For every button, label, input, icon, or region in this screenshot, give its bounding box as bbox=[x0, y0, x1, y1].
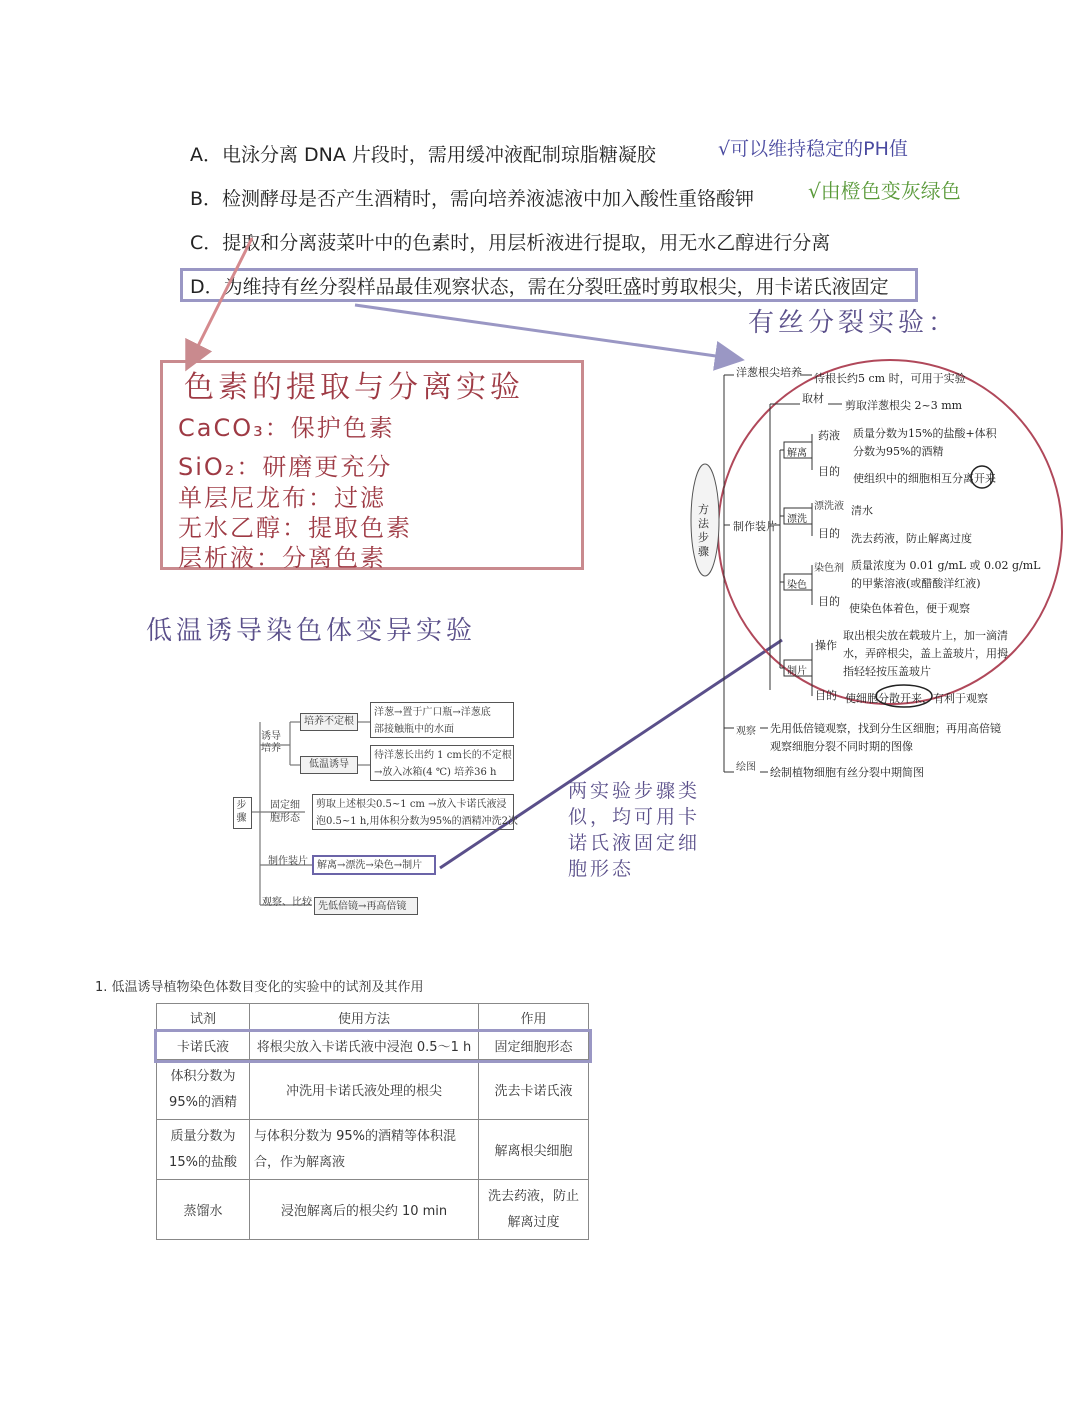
table-cell: 将根尖放入卡诺氏液中浸泡 0.5～1 h bbox=[250, 1032, 479, 1060]
pigment-line-5: 层析液：分离色素 bbox=[178, 544, 386, 572]
low-fix-desc-box bbox=[312, 794, 519, 830]
mitosis-dissoc-label: 解离 bbox=[787, 448, 807, 459]
table-row bbox=[157, 1120, 589, 1180]
mitosis-slide-purpose: 使细胞分散开来，有利于观察 bbox=[845, 692, 988, 705]
mitosis-draw-desc: 绘制植物细胞有丝分裂中期简图 bbox=[770, 766, 924, 779]
mitosis-observe-label: 观察 bbox=[736, 726, 756, 737]
low-low-desc-1: 待洋葱长出约 1 cm长的不定根 bbox=[374, 750, 512, 761]
mitosis-op-label: 操作 bbox=[815, 639, 837, 652]
table-header-row bbox=[157, 1004, 589, 1032]
table-caption: 1. 低温诱导植物染色体数目变化的实验中的试剂及其作用 bbox=[95, 980, 424, 995]
note-a: √可以维持稳定的PH值 bbox=[718, 138, 908, 160]
table-row bbox=[157, 1032, 589, 1060]
low-low-desc-2: →放入冰箱(4 ℃) 培养36 h bbox=[374, 767, 497, 778]
table-cell: 解离根尖细胞 bbox=[479, 1120, 589, 1180]
table-cell: 冲洗用卡诺氏液处理的根尖 bbox=[250, 1060, 479, 1120]
low-low-desc-box bbox=[370, 745, 514, 781]
mitosis-stain-purpose-label: 目的 bbox=[818, 595, 840, 608]
mitosis-observe-desc-2: 观察细胞分裂不同时期的图像 bbox=[770, 740, 913, 753]
table-cell: 质量分数为15%的盐酸 bbox=[157, 1120, 250, 1180]
mitosis-dissoc-purpose: 使组织中的细胞相互分离开来 bbox=[853, 472, 996, 485]
mitosis-rinse-purpose: 洗去药液，防止解离过度 bbox=[851, 532, 972, 545]
option-d: D．为维持有丝分裂样品最佳观察状态，需在分裂旺盛时剪取根尖，用卡诺氏液固定 bbox=[190, 276, 889, 298]
option-a: A．电泳分离 DNA 片段时，需用缓冲液配制琼脂糖凝胶 bbox=[190, 144, 656, 166]
option-c: C．提取和分离菠菜叶中的色素时，用层析液进行提取，用无水乙醇进行分离 bbox=[190, 232, 831, 254]
table-cell: 洗去卡诺氏液 bbox=[479, 1060, 589, 1120]
mitosis-drug-desc-1: 质量分数为15%的盐酸+体积 bbox=[853, 427, 997, 440]
low-culture-desc-box bbox=[370, 702, 514, 738]
low-root-label: 步骤 bbox=[236, 800, 247, 824]
table-cell: 洗去药液，防止解离过度 bbox=[479, 1180, 589, 1240]
mitosis-make-label: 制作装片 bbox=[733, 520, 777, 533]
low-fix-desc-1: 剪取上述根尖0.5~1 cm →放入卡诺氏液浸 bbox=[316, 799, 507, 810]
mitosis-slide-label: 制片 bbox=[787, 666, 807, 677]
table-cell: 固定细胞形态 bbox=[479, 1032, 589, 1060]
table-cell: 浸泡解离后的根尖约 10 min bbox=[250, 1180, 479, 1240]
annotation-line-2: 似，均可用卡 bbox=[568, 806, 701, 828]
pigment-line-4: 无水乙醇：提取色素 bbox=[178, 514, 412, 542]
pigment-title: 色素的提取与分离实验 bbox=[184, 370, 524, 405]
mitosis-rinse-label: 漂洗 bbox=[787, 514, 807, 525]
table-header: 使用方法 bbox=[250, 1004, 479, 1032]
mitosis-stain-label: 染色 bbox=[787, 580, 807, 591]
mitosis-culture-desc: 待根长约5 cm 时，可用于实验 bbox=[814, 372, 966, 385]
mitosis-title: 有丝分裂实验： bbox=[748, 308, 959, 338]
mitosis-rinse-purpose-label: 目的 bbox=[818, 527, 840, 540]
pigment-line-3: 单层尼龙布：过滤 bbox=[178, 484, 386, 512]
mitosis-op-desc-1: 取出根尖放在载玻片上，加一滴清 bbox=[843, 629, 1008, 642]
arrow-d-to-mitosis bbox=[355, 305, 730, 358]
table-row bbox=[157, 1060, 589, 1120]
low-make-desc-box bbox=[312, 855, 436, 875]
low-observe-desc-box bbox=[314, 897, 418, 915]
mitosis-rinse-liquid-label: 漂洗液 bbox=[814, 501, 844, 512]
pigment-line-1: CaCO₃：保护色素 bbox=[178, 414, 395, 442]
low-culture-desc-2: 部接触瓶中的水面 bbox=[374, 724, 454, 735]
low-low-label: 低温诱导 bbox=[309, 759, 349, 770]
mitosis-observe-desc-1: 先用低倍镜观察，找到分生区细胞；再用高倍镜 bbox=[770, 722, 1001, 735]
low-fix-desc-2: 泡0.5~1 h,用体积分数为95%的酒精冲洗2次 bbox=[316, 816, 519, 827]
mitosis-dissoc-purpose-label: 目的 bbox=[818, 465, 840, 478]
mitosis-root-label: 方法步骤 bbox=[698, 503, 709, 558]
option-b: B．检测酵母是否产生酒精时，需向培养液滤液中加入酸性重铬酸钾 bbox=[190, 188, 755, 210]
low-observe-label: 观察、比较 bbox=[262, 897, 312, 908]
mitosis-draw-label: 绘图 bbox=[736, 762, 756, 773]
mitosis-stain-desc-2: 的甲紫溶液(或醋酸洋红液) bbox=[851, 577, 981, 590]
low-fix-label: 固定细胞形态 bbox=[270, 800, 300, 824]
table-cell: 蒸馏水 bbox=[157, 1180, 250, 1240]
mitosis-op-desc-2: 水，弄碎根尖，盖上盖玻片，用拇 bbox=[843, 647, 1008, 660]
annotation-line-1: 两实验步骤类 bbox=[568, 780, 701, 802]
low-culture-desc-1: 洋葱→置于广口瓶→洋葱底 bbox=[374, 707, 491, 718]
mitosis-slide-purpose-label: 目的 bbox=[815, 689, 837, 702]
low-low-box bbox=[300, 756, 358, 774]
low-root-box bbox=[233, 797, 252, 829]
table-row bbox=[157, 1180, 589, 1240]
low-induce-label: 诱导培养 bbox=[261, 731, 281, 754]
mitosis-stain-desc-1: 质量浓度为 0.01 g/mL 或 0.02 g/mL bbox=[851, 559, 1041, 572]
low-observe-desc: 先低倍镜→再高倍镜 bbox=[318, 901, 407, 912]
table-cell: 体积分数为95%的酒精 bbox=[157, 1060, 250, 1120]
mitosis-take-label: 取材 bbox=[802, 392, 824, 405]
low-culture-box bbox=[300, 713, 358, 731]
arrow-c-to-pigment bbox=[192, 238, 252, 358]
table-cell: 与体积分数为 95%的酒精等体积混合，作为解离液 bbox=[250, 1120, 479, 1180]
low-culture-label: 培养不定根 bbox=[304, 716, 354, 727]
table-header: 试剂 bbox=[157, 1004, 250, 1032]
annotation-line-4: 胞形态 bbox=[568, 858, 635, 880]
note-b: √由橙色变灰绿色 bbox=[808, 179, 961, 203]
pigment-line-2: SiO₂：研磨更充分 bbox=[178, 453, 393, 481]
mitosis-drug-desc-2: 分数为95%的酒精 bbox=[853, 445, 944, 458]
table-header: 作用 bbox=[479, 1004, 589, 1032]
low-make-desc: 解离→漂洗→染色→制片 bbox=[317, 860, 423, 871]
table-cell: 卡诺氏液 bbox=[157, 1032, 250, 1060]
mitosis-rinse-desc: 清水 bbox=[851, 504, 873, 517]
mitosis-take-desc: 剪取洋葱根尖 2~3 mm bbox=[845, 399, 963, 412]
mitosis-stain-agent-label: 染色剂 bbox=[814, 563, 844, 574]
mitosis-culture-label: 洋葱根尖培养 bbox=[736, 366, 802, 379]
low-temp-title: 低温诱导染色体变异实验 bbox=[146, 616, 477, 646]
mitosis-stain-purpose: 使染色体着色，便于观察 bbox=[849, 602, 970, 615]
annotation-similar-steps bbox=[568, 778, 700, 882]
mitosis-op-desc-3: 指轻轻按压盖玻片 bbox=[843, 665, 931, 678]
mitosis-drug-label: 药液 bbox=[818, 429, 840, 442]
low-make-label: 制作装片 bbox=[268, 856, 308, 867]
annotation-line-3: 诺氏液固定细 bbox=[568, 832, 701, 854]
reagent-table bbox=[156, 1003, 589, 1240]
mitosis-item-boxes bbox=[784, 442, 812, 676]
